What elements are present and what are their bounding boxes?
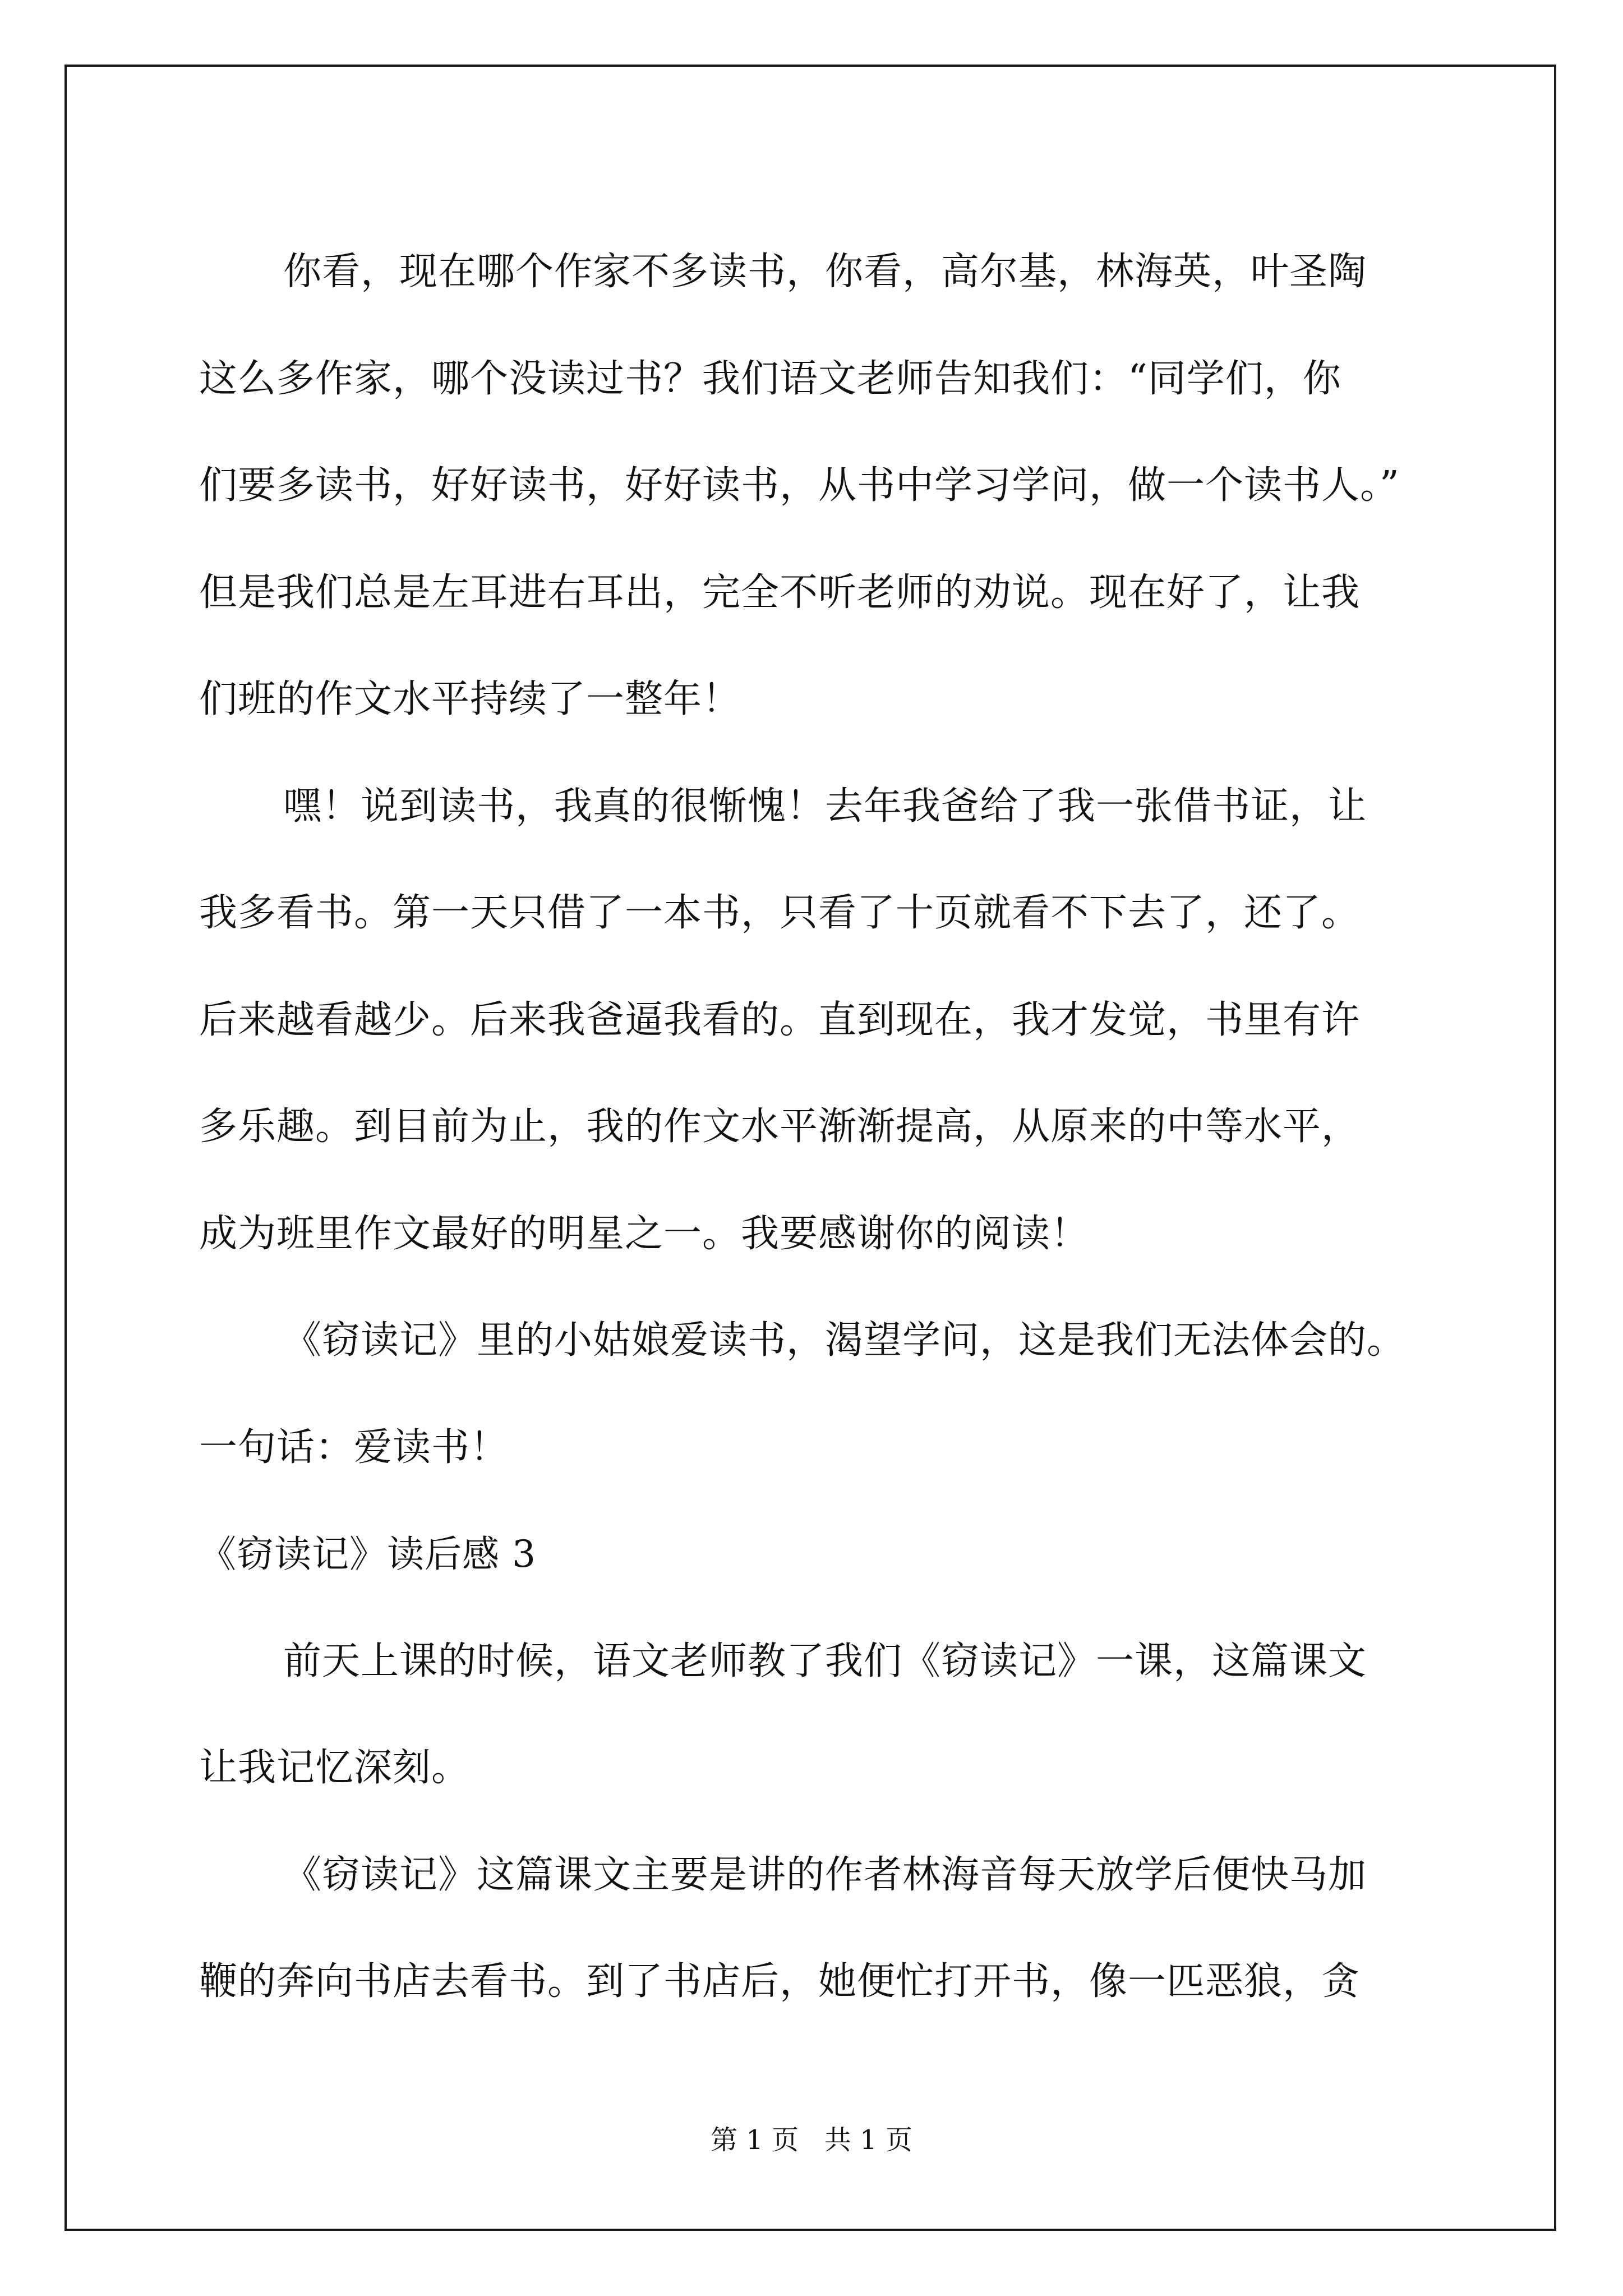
paragraph-line: 成为班里作文最好的明星之一。我要感谢你的阅读！ xyxy=(199,1211,1090,1256)
paragraph-line: 一句话：爱读书！ xyxy=(199,1425,509,1470)
paragraph-line: 前天上课的时候，语文老师教了我们《窃读记》一课，这篇课文 xyxy=(283,1639,1367,1683)
paragraph-line: 你看，现在哪个作家不多读书，你看，高尔基，林海英，叶圣陶 xyxy=(283,250,1367,294)
paragraph-line: 多乐趣。到目前为止，我的作文水平渐渐提高，从原来的中等水平， xyxy=(199,1105,1361,1149)
paragraph-line: 后来越看越少。后来我爸逼我看的。直到现在，我才发觉，书里有许 xyxy=(199,997,1361,1042)
paragraph-line: 让我记忆深刻。 xyxy=(199,1746,471,1790)
paragraph-line: 《窃读记》这篇课文主要是讲的作者林海音每天放学后便快马加 xyxy=(283,1852,1367,1897)
section-heading: 《窃读记》读后感 3 xyxy=(199,1533,536,1576)
paragraph-line: 们要多读书，好好读书，好好读书，从书中学习学问，做一个读书人。” xyxy=(199,463,1400,508)
paragraph-line: 鞭的奔向书店去看书。到了书店后，她便忙打开书，像一匹恶狼，贪 xyxy=(199,1959,1361,2004)
paragraph-line: 但是我们总是左耳进右耳出，完全不听老师的劝说。现在好了，让我 xyxy=(199,570,1361,615)
document-body xyxy=(199,219,1472,2036)
paragraph-line: 这么多作家，哪个没读过书？我们语文老师告知我们：“同学们，你 xyxy=(199,356,1341,401)
page-footer: 第 1 页 共 1 页 xyxy=(711,2124,912,2156)
paragraph-line: 们班的作文水平持续了一整年！ xyxy=(199,677,741,721)
paragraph-line: 嘿！说到读书，我真的很惭愧！去年我爸给了我一张借书证，让 xyxy=(283,784,1367,829)
paragraph-line: 《窃读记》里的小姑娘爱读书，渴望学问，这是我们无法体会的。 xyxy=(283,1318,1406,1363)
paragraph-line: 我多看书。第一天只借了一本书，只看了十页就看不下去了，还了。 xyxy=(199,891,1361,935)
